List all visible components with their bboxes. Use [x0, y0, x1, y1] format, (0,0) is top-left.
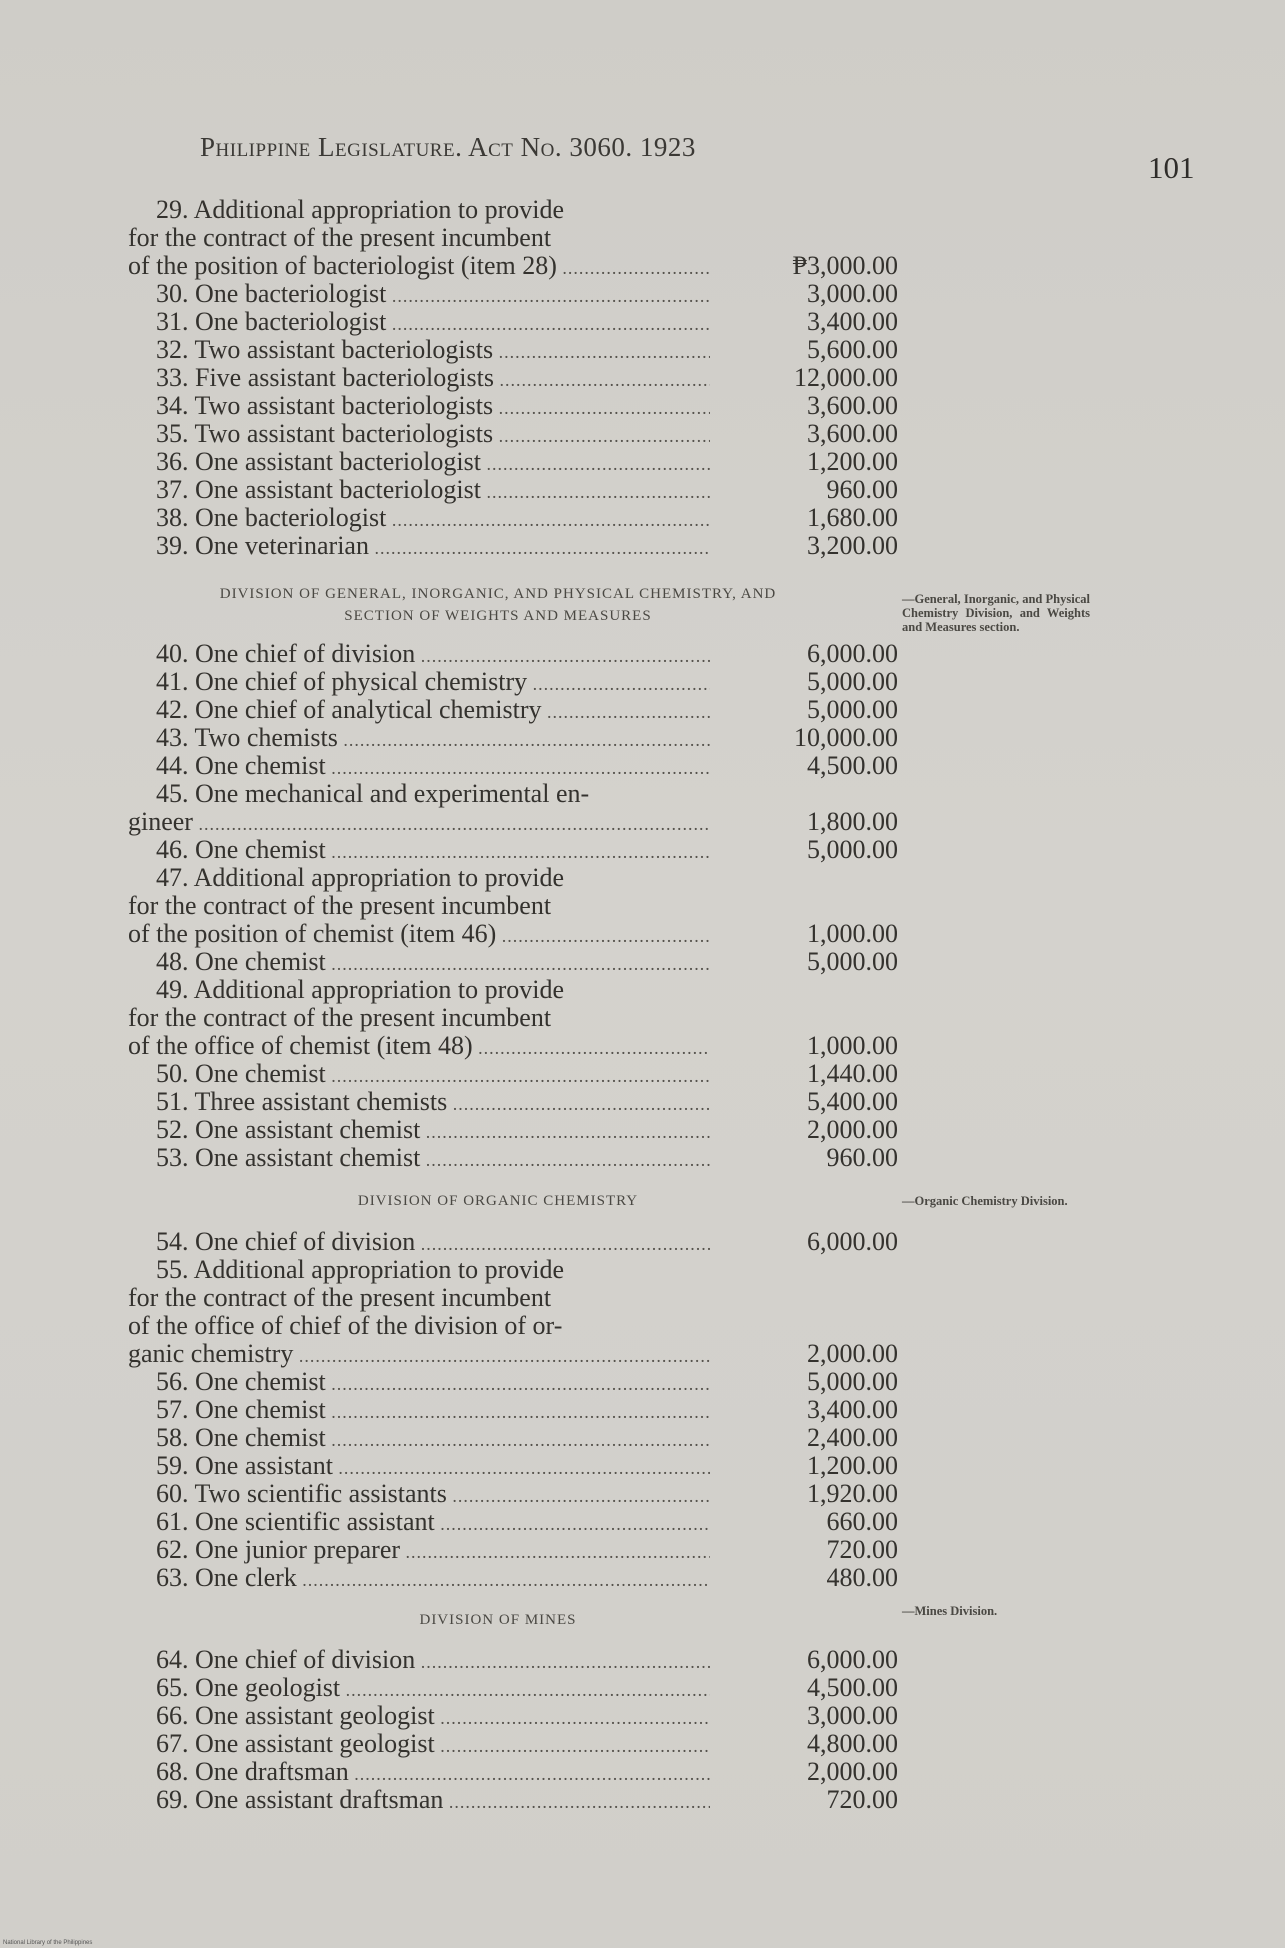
- line-item: [128, 892, 898, 920]
- line-item: [128, 1088, 898, 1116]
- line-item: [128, 1674, 898, 1702]
- line-item-amount: 5,000.00: [807, 835, 898, 864]
- line-item: [128, 224, 898, 252]
- line-item-amount: 3,400.00: [807, 1395, 898, 1424]
- line-item-text: 53. One assistant chemist .....: [128, 1144, 710, 1174]
- line-item-text: 62. One junior preparer .....: [128, 1536, 710, 1566]
- line-item-text: of the position of chemist (item 46) .....: [128, 920, 710, 950]
- line-item-amount: 5,600.00: [807, 335, 898, 364]
- line-item-amount: 6,000.00: [807, 1645, 898, 1674]
- line-item-text: 33. Five assistant bacteriologists .....: [128, 364, 710, 394]
- line-item-amount: 1,000.00: [807, 919, 898, 948]
- line-item-text: 36. One assistant bacteriologist .....: [128, 448, 710, 478]
- line-item-text: 61. One scientific assistant .....: [128, 1508, 710, 1538]
- line-item-text: 60. Two scientific assistants .....: [128, 1480, 710, 1510]
- line-item-text: for the contract of the present incumbent: [128, 892, 552, 920]
- line-item-amount: 1,440.00: [807, 1059, 898, 1088]
- line-item: [128, 392, 898, 420]
- line-item: [128, 1564, 898, 1592]
- line-item: [128, 1284, 898, 1312]
- line-item: [128, 668, 898, 696]
- line-item-amount: ₱3,000.00: [792, 251, 898, 280]
- line-item: [128, 920, 898, 948]
- section-heading-weights-measures: SECTION OF WEIGHTS AND MEASURES: [344, 608, 652, 624]
- line-item-text: 29. Additional appropriation to provide: [156, 196, 564, 224]
- line-item: [128, 280, 898, 308]
- line-item: [128, 640, 898, 668]
- line-item-text: 32. Two assistant bacteriologists .....: [128, 336, 710, 366]
- line-item: [128, 1032, 898, 1060]
- line-item-text: 57. One chemist .....: [128, 1396, 710, 1426]
- line-item: [128, 948, 898, 976]
- line-item: [128, 1702, 898, 1730]
- line-item-text: 44. One chemist .....: [128, 752, 710, 782]
- line-item-amount: 3,600.00: [807, 391, 898, 420]
- line-item-amount: 1,200.00: [807, 1451, 898, 1480]
- line-item-amount: 3,000.00: [807, 1701, 898, 1730]
- line-item: [128, 1144, 898, 1172]
- line-item-text: 41. One chief of physical chemistry .....: [128, 668, 710, 698]
- line-item-amount: 960.00: [826, 475, 898, 504]
- line-item-amount: 5,400.00: [807, 1087, 898, 1116]
- line-item-text: 50. One chemist .....: [128, 1060, 710, 1090]
- line-item: [128, 420, 898, 448]
- line-item-amount: 1,200.00: [807, 447, 898, 476]
- line-item-text: 54. One chief of division .....: [128, 1228, 710, 1258]
- line-item-amount: 5,000.00: [807, 1367, 898, 1396]
- line-item: [128, 1368, 898, 1396]
- line-item-text: 56. One chemist .....: [128, 1368, 710, 1398]
- line-item-text: 39. One veterinarian .....: [128, 532, 710, 562]
- line-item-text: 58. One chemist .....: [128, 1424, 710, 1454]
- line-item: [128, 1452, 898, 1480]
- line-item: [128, 1480, 898, 1508]
- line-item-text: 65. One geologist .....: [128, 1674, 710, 1704]
- section-heading-general-chemistry: DIVISION OF GENERAL, INORGANIC, AND PHYSICAL CHEMISTRY, AND: [219, 586, 777, 602]
- line-item-amount: 4,800.00: [807, 1729, 898, 1758]
- section-heading-mines: DIVISION OF MINES: [419, 1612, 577, 1628]
- line-item-amount: 5,000.00: [807, 947, 898, 976]
- line-item-text: 40. One chief of division .....: [128, 640, 710, 670]
- line-item: [128, 476, 898, 504]
- line-item: [128, 836, 898, 864]
- margin-note-mines: —Mines Division.: [902, 1604, 998, 1618]
- line-item-text: gineer .....: [128, 808, 710, 838]
- line-item: [128, 1116, 898, 1144]
- margin-note-general-chemistry: —General, Inorganic, and Physical Chemistry Division, and Weights and Measures section.: [902, 592, 1090, 634]
- line-item: [128, 364, 898, 392]
- line-item-amount: 1,680.00: [807, 503, 898, 532]
- line-item-amount: 720.00: [826, 1785, 898, 1814]
- line-item-text: 31. One bacteriologist .....: [128, 308, 710, 338]
- line-item: [128, 336, 898, 364]
- line-item-amount: 12,000.00: [794, 363, 898, 392]
- line-item: [128, 1004, 898, 1032]
- line-item-text: 42. One chief of analytical chemistry .....: [128, 696, 710, 726]
- line-item-text: 68. One draftsman .....: [128, 1758, 710, 1788]
- line-item: [128, 532, 898, 560]
- line-item: [128, 1228, 898, 1256]
- line-item: [128, 724, 898, 752]
- line-item-text: 69. One assistant draftsman .....: [128, 1786, 710, 1816]
- line-item-amount: 720.00: [826, 1535, 898, 1564]
- line-item: [128, 780, 898, 808]
- scan-credit: National Library of the Philippines: [3, 1940, 93, 1946]
- line-item: [128, 1396, 898, 1424]
- line-item-amount: 1,000.00: [807, 1031, 898, 1060]
- page-number: 101: [1148, 150, 1195, 185]
- line-item-amount: 2,000.00: [807, 1115, 898, 1144]
- line-item: [128, 1508, 898, 1536]
- line-item-amount: 960.00: [826, 1143, 898, 1172]
- line-item-text: of the office of chemist (item 48) .....: [128, 1032, 710, 1062]
- line-item-text: 47. Additional appropriation to provide: [156, 864, 564, 892]
- line-item: [128, 1646, 898, 1674]
- line-item-amount: 6,000.00: [807, 1227, 898, 1256]
- line-item-amount: 3,400.00: [807, 307, 898, 336]
- line-item-text: 37. One assistant bacteriologist .....: [128, 476, 710, 506]
- margin-note-organic-chemistry: —Organic Chemistry Division.: [902, 1194, 1068, 1208]
- line-item-text: 66. One assistant geologist .....: [128, 1702, 710, 1732]
- line-item-text: of the office of chief of the division of or-: [128, 1312, 563, 1340]
- line-item-text: for the contract of the present incumbent: [128, 224, 552, 252]
- line-item-amount: 2,000.00: [807, 1757, 898, 1786]
- line-item: [128, 808, 898, 836]
- line-item: [128, 196, 898, 224]
- line-item: [128, 864, 898, 892]
- line-item-amount: 6,000.00: [807, 639, 898, 668]
- line-item-text: for the contract of the present incumbent: [128, 1284, 552, 1312]
- line-item-amount: 2,000.00: [807, 1339, 898, 1368]
- running-header: Philippine Legislature. Act No. 3060. 1923: [200, 132, 696, 162]
- line-item: [128, 1424, 898, 1452]
- section-heading-organic-chemistry: DIVISION OF ORGANIC CHEMISTRY: [357, 1193, 639, 1209]
- line-item: [128, 1256, 898, 1284]
- line-item: [128, 1786, 898, 1814]
- line-item-text: of the position of bacteriologist (item 28) .....: [128, 252, 710, 282]
- line-item-amount: 4,500.00: [807, 751, 898, 780]
- line-item-amount: 4,500.00: [807, 1673, 898, 1702]
- line-item-text: 46. One chemist .....: [128, 836, 710, 866]
- line-item-amount: 2,400.00: [807, 1423, 898, 1452]
- line-item-text: 63. One clerk .....: [128, 1564, 710, 1594]
- line-item-amount: 480.00: [826, 1563, 898, 1592]
- line-item-amount: 5,000.00: [807, 695, 898, 724]
- line-item-text: 35. Two assistant bacteriologists .....: [128, 420, 710, 450]
- line-item-text: 43. Two chemists .....: [128, 724, 710, 754]
- line-item-amount: 1,920.00: [807, 1479, 898, 1508]
- line-item-amount: 3,600.00: [807, 419, 898, 448]
- line-item-amount: 3,200.00: [807, 531, 898, 560]
- line-item-text: 55. Additional appropriation to provide: [156, 1256, 564, 1284]
- line-item: [128, 308, 898, 336]
- line-item: [128, 1340, 898, 1368]
- line-item-text: 59. One assistant .....: [128, 1452, 710, 1482]
- line-item: [128, 1758, 898, 1786]
- line-item-text: 64. One chief of division .....: [128, 1646, 710, 1676]
- line-item: [128, 696, 898, 724]
- line-item-text: 52. One assistant chemist .....: [128, 1116, 710, 1146]
- line-item-text: ganic chemistry .....: [128, 1340, 710, 1370]
- line-item-text: for the contract of the present incumbent: [128, 1004, 552, 1032]
- line-item-text: 49. Additional appropriation to provide: [156, 976, 564, 1004]
- line-item-amount: 660.00: [826, 1507, 898, 1536]
- line-item-amount: 1,800.00: [807, 807, 898, 836]
- line-item: [128, 976, 898, 1004]
- line-item-text: 38. One bacteriologist .....: [128, 504, 710, 534]
- line-item: [128, 252, 898, 280]
- line-item-amount: 5,000.00: [807, 667, 898, 696]
- line-item-text: 30. One bacteriologist .....: [128, 280, 710, 310]
- line-item-text: 45. One mechanical and experimental en-: [156, 780, 590, 808]
- line-item: [128, 448, 898, 476]
- line-item-amount: 10,000.00: [794, 723, 898, 752]
- line-item-text: 51. Three assistant chemists .....: [128, 1088, 710, 1118]
- line-item-text: 48. One chemist .....: [128, 948, 710, 978]
- line-item: [128, 752, 898, 780]
- line-item: [128, 504, 898, 532]
- line-item: [128, 1060, 898, 1088]
- line-item: [128, 1536, 898, 1564]
- line-item-text: 34. Two assistant bacteriologists .....: [128, 392, 710, 422]
- line-item: [128, 1312, 898, 1340]
- line-item-text: 67. One assistant geologist .....: [128, 1730, 710, 1760]
- line-item-amount: 3,000.00: [807, 279, 898, 308]
- line-item: [128, 1730, 898, 1758]
